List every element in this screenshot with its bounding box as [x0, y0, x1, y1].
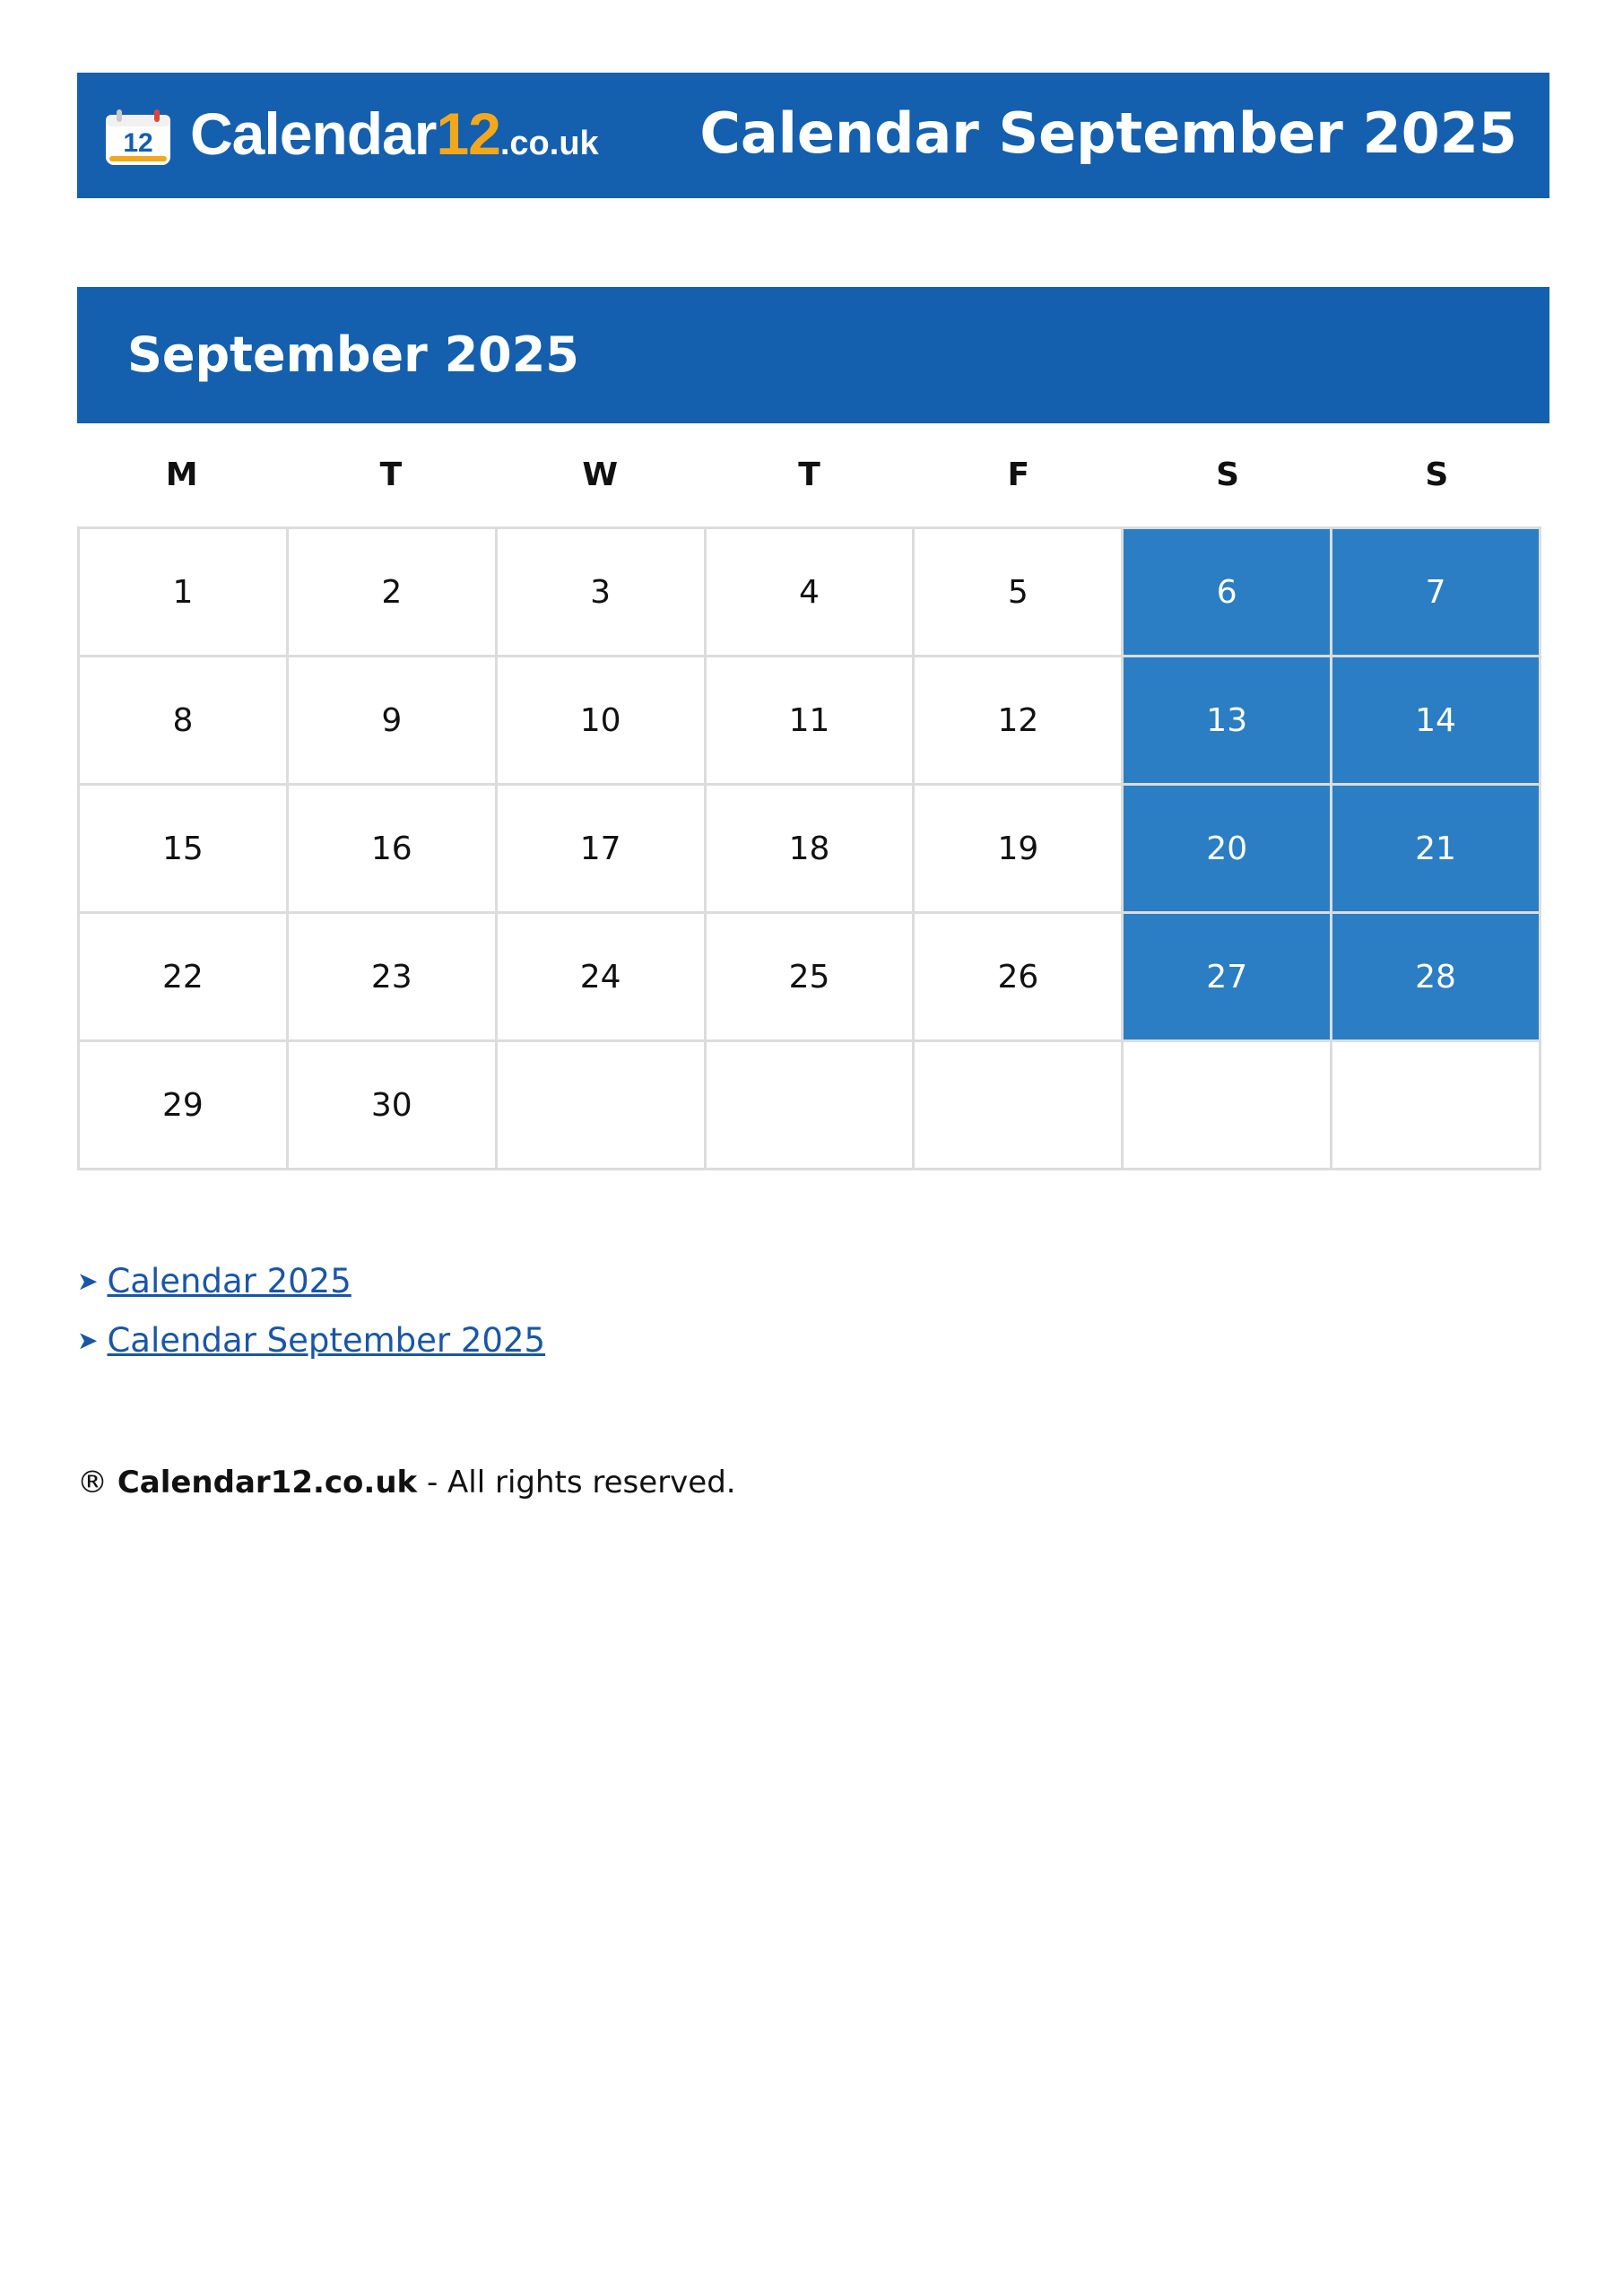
weekday-label: M: [165, 457, 198, 493]
day-cell: 18: [707, 786, 916, 914]
day-cell: 3: [498, 529, 707, 657]
day-cell: 26: [915, 914, 1124, 1042]
weekday-label: T: [379, 457, 403, 493]
site-logo[interactable]: [104, 100, 599, 170]
weekend-day-cell: 20: [1124, 786, 1332, 914]
month-title: September 2025: [127, 326, 579, 383]
footer-brand: Calendar12.co.uk: [117, 1465, 418, 1500]
day-cell: 29: [80, 1042, 289, 1170]
day-cell: 11: [707, 657, 916, 786]
day-cell: 16: [289, 786, 498, 914]
day-cell: 17: [498, 786, 707, 914]
link-item: [77, 1310, 545, 1370]
logo-name: Calendar: [190, 100, 437, 167]
empty-day-cell: [1332, 1042, 1541, 1170]
weekday-label: W: [582, 457, 619, 493]
link-calendar-september-2025[interactable]: Calendar September 2025: [107, 1320, 546, 1360]
month-header: [77, 287, 1549, 423]
logo-number: 12: [436, 100, 500, 167]
day-cell: 2: [289, 529, 498, 657]
day-cell: 22: [80, 914, 289, 1042]
day-cell: 5: [915, 529, 1124, 657]
footer-copyright: [77, 1457, 736, 1508]
weekday-row: [77, 448, 1541, 502]
day-cell: 8: [80, 657, 289, 786]
day-cell: 15: [80, 786, 289, 914]
day-cell: 9: [289, 657, 498, 786]
weekend-day-cell: 27: [1124, 914, 1332, 1042]
logo-icon-number: 12: [123, 128, 153, 158]
day-cell: 1: [80, 529, 289, 657]
weekday-label: T: [798, 457, 820, 493]
weekend-day-cell: 14: [1332, 657, 1541, 786]
day-cell: 19: [915, 786, 1124, 914]
calendar-icon: [104, 109, 172, 167]
logo-wordmark: [190, 101, 599, 176]
weekend-day-cell: 13: [1124, 657, 1332, 786]
weekend-day-cell: 6: [1124, 529, 1332, 657]
empty-day-cell: [707, 1042, 916, 1170]
footer-text: - All rights reserved.: [417, 1465, 736, 1500]
site-header: [77, 73, 1549, 198]
link-calendar-2025[interactable]: Calendar 2025: [107, 1261, 352, 1300]
empty-day-cell: [915, 1042, 1124, 1170]
related-links: [77, 1251, 545, 1370]
weekend-day-cell: 7: [1332, 529, 1541, 657]
weekday-label: S: [1425, 457, 1449, 493]
day-cell: 23: [289, 914, 498, 1042]
calendar-grid: [77, 526, 1541, 1170]
arrow-bullet-icon: ➤: [77, 1325, 99, 1355]
day-cell: 30: [289, 1042, 498, 1170]
day-cell: 12: [915, 657, 1124, 786]
day-cell: 4: [707, 529, 916, 657]
arrow-bullet-icon: ➤: [77, 1265, 99, 1296]
weekend-day-cell: 21: [1332, 786, 1541, 914]
weekday-label: S: [1216, 457, 1240, 493]
registered-symbol: ®: [77, 1465, 108, 1500]
link-item: [77, 1251, 545, 1310]
day-cell: 25: [707, 914, 916, 1042]
weekend-day-cell: 28: [1332, 914, 1541, 1042]
logo-tld: .co.uk: [499, 124, 599, 162]
weekday-label: F: [1007, 457, 1030, 493]
empty-day-cell: [498, 1042, 707, 1170]
page-title: Calendar September 2025: [699, 100, 1517, 166]
empty-day-cell: [1124, 1042, 1332, 1170]
day-cell: 24: [498, 914, 707, 1042]
day-cell: 10: [498, 657, 707, 786]
